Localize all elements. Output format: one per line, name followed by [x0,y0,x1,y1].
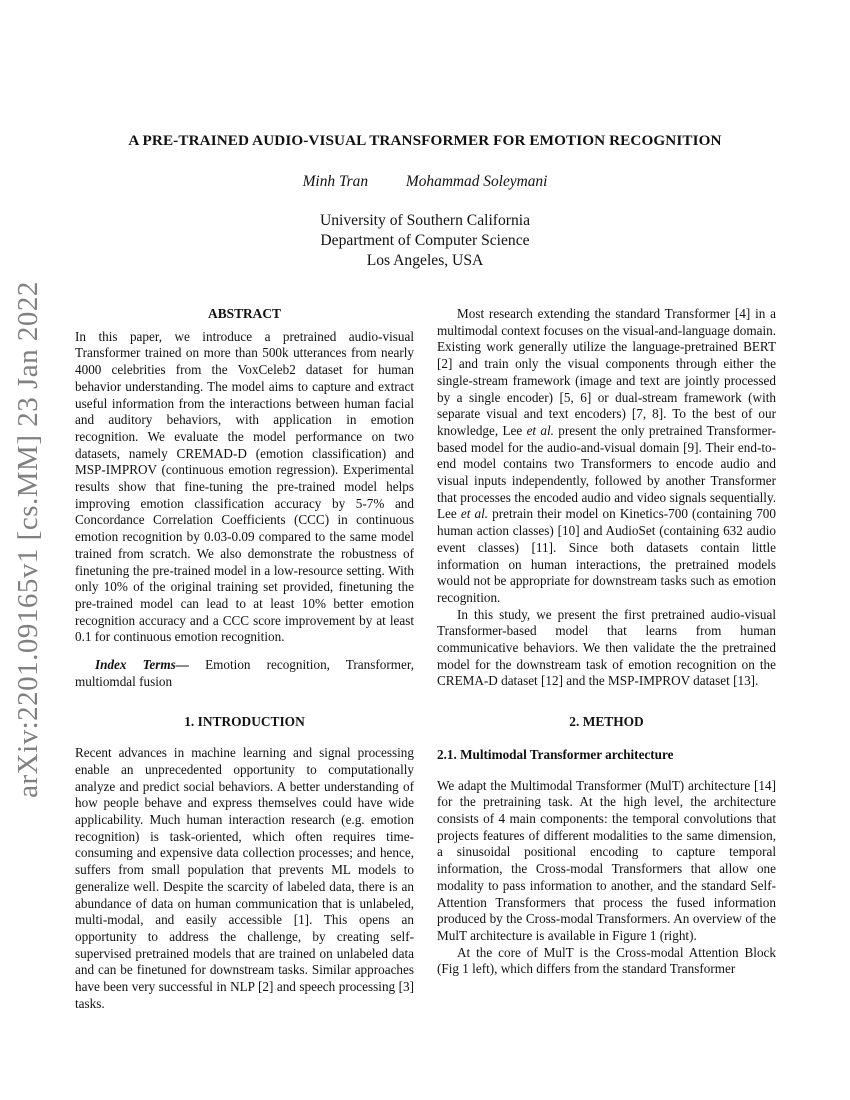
related-work-paragraph [437,306,776,607]
affiliation-university: University of Southern California [319,212,531,229]
left-column [75,306,414,1012]
affiliation-department: Department of Computer Science [320,232,530,249]
author-name: Minh Tran [302,173,369,190]
affiliation-block [0,211,850,271]
related-work-text-3: pretrain their model on Kinetics-700 (containing 700 human action classes) [10] and AudioSet (containing 632 audio event classes) [11]. Since both datasets contain little information on human interactions, the pretrained models would not be appropriate for downstream tasks such as emotion recognition. [437,506,776,605]
method-heading: 2. METHOD [569,714,644,730]
abstract-text: In this paper, we introduce a pretrained audio-visual Transformer trained on more than 500k utterances from nearly 4000 celebrities from the VoxCeleb2 dataset for human behavior understanding. The model aims to capture and extract useful information from the interactions between human facial and auditory behaviors, with application in emotion recognition. We evaluate the model performance on two datasets, namely CREMAD-D (emotion classification) and MSP-IMPROV (continuous emotion regression). Experimental results show that fine-tuning the pre-trained model helps improving emotion classification accuracy by 5-7% and Concordance Correlation Coefficients (CCC) in continuous emotion recognition by 0.03-0.09 compared to the same model trained from scratch. We also demonstrate the robustness of finetuning the pre-trained model in a low-resource setting. With only 10% of the original training set provided, finetuning the pre-trained model can lead to at least 10% better emotion recognition accuracy and a CCC score improvement by at least 0.1 for continuous emotion recognition. [75,328,414,645]
index-terms [75,657,414,690]
related-work-text-1: Most research extending the standard Transformer [4] in a multimodal context focuses on the visual-and-language domain. Existing work generally utilize the language-pretrained BERT [2] and train only the visual components through either the single-stream framework (image and text are jointly processed by a single encoder) [5, 6] or dual-stream framework (with separate visual and text encoders) [7, 8]. To the best of our knowledge, Lee [437,306,776,438]
intro-text: Recent advances in machine learning and signal processing enable an unprecedented opportunity to computationally analyze and predict social behaviors. A better understanding of how people behave and express themselves could have wide applicability. Much human interaction research (e.g. emotion recognition) is task-oriented, which often requires time-consuming and expensive data collection processes; and hence, suffers from small population that prevents ML models to generalize well. Despite the scarcity of labeled data, there is an abundance of data on human communication that is unlabeled, multi-modal, and easily accessible [1]. This opens an opportunity to address the challenge, by creating self-supervised pretrained models that are trained on unlabeled data and can be finetuned for downstream tasks. Similar approaches have been very successful in NLP [2] and speech processing [3] tasks. [75,745,414,1011]
paper-title: A PRE-TRAINED AUDIO-VISUAL TRANSFORMER FOR EMOTION RECOGNITION [128,132,722,149]
author-list [0,173,850,191]
index-terms-label: Index Terms— [95,657,189,673]
related-work-text-2: present the only pretrained Transformer-based model for the audio-and-visual domain [9]. Their end-to-end model contains two Transformers to encode audio and visual inputs independently, followed by another Transformer that processes the encoded audio and video signals sequentially. Lee [437,422,777,522]
mult-architecture-paragraph: We adapt the Multimodal Transformer (MulT) architecture [14] for the pretraining task. At the high level, the architecture consists of 4 main components: the temporal convolutions that projects features of different modalities to the same dimension, a sinusoidal positional encoding to capture temporal information, the Cross-modal Transformers that allow one modality to pass information to another, and the standard Self-Attention Transformers that process the fused information produced by the Cross-modal Transformers. An overview of the MulT architecture is available in Figure 1 (right). [437,777,776,943]
et-al-2: et al. [460,506,489,522]
subsection-heading: 2.1. Multimodal Transformer architecture [437,746,674,762]
arxiv-stamp [3,280,53,798]
abstract-heading: ABSTRACT [208,306,281,321]
right-column [437,306,776,978]
intro-heading: 1. INTRODUCTION [184,714,305,730]
study-paragraph: In this study, we present the first pretrained audio-visual Transformer-based model that learns from human communicative behaviors. We then validate the the pretrained model for the downstream task of emotion recognition on the CREMA-D dataset [12] and the MSP-IMPROV dataset [13]. [437,606,776,689]
affiliation-location: Los Angeles, USA [366,252,484,269]
arxiv-stamp-text: arXiv:2201.09165v1 [cs.MM] 23 Jan 2022 [11,280,44,798]
et-al-1: et al. [526,422,554,438]
author-name: Mohammad Soleymani [405,173,548,190]
index-terms-text: Emotion recognition, Transformer, multiomdal fusion [75,657,415,689]
cross-modal-paragraph: At the core of MulT is the Cross-modal Attention Block (Fig 1 left), which differs from the standard Transformer [437,944,776,977]
